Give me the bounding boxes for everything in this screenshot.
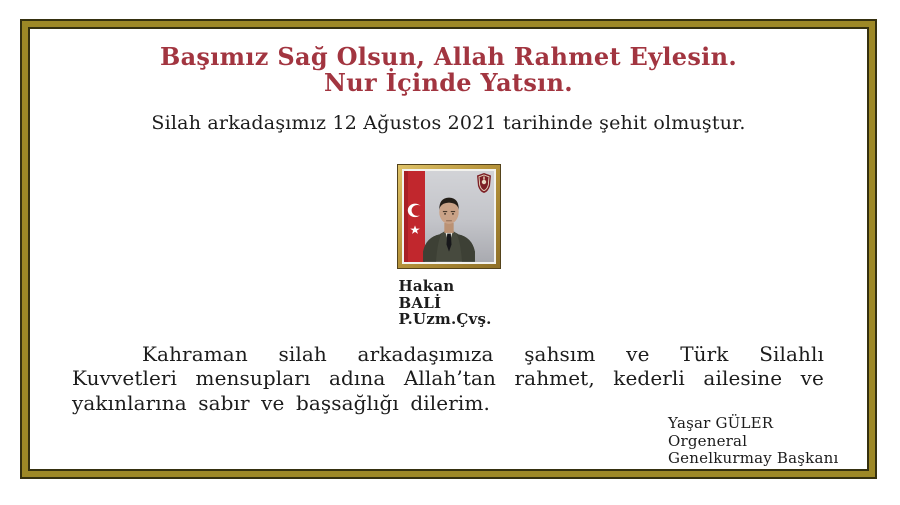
page-title bbox=[30, 44, 867, 96]
signature-block bbox=[668, 415, 867, 468]
title-line-1: Başımız Sağ Olsun, Allah Rahmet Eylesin. bbox=[160, 42, 737, 71]
unit-crest-icon bbox=[477, 173, 491, 193]
portrait-photo-mat bbox=[402, 169, 496, 264]
card-body bbox=[28, 27, 869, 471]
card-frame-gold-band bbox=[22, 21, 875, 477]
title-line-2: Nur İçinde Yatsın. bbox=[324, 68, 573, 97]
signer-title: Genelkurmay Başkanı bbox=[668, 449, 839, 467]
martyrdom-announcement: Silah arkadaşımız 12 Ağustos 2021 tarihinde şehit olmuştur. bbox=[151, 112, 746, 134]
martyr-name: Hakan BALİ bbox=[398, 277, 455, 312]
condolence-message: Kahraman silah arkadaşımıza şahsım ve Türk Silahlı Kuvvetleri mensupları adına Allah’tan rahmet, kederli ailesine ve yakınlarına sabır ve başsağlığı dilerim. bbox=[72, 341, 824, 415]
portrait-photo-frame bbox=[397, 164, 501, 269]
soldier-portrait-figure bbox=[413, 178, 485, 262]
card-frame bbox=[20, 19, 877, 479]
martyr-rank: P.Uzm.Çvş. bbox=[398, 310, 492, 328]
portrait-photo bbox=[404, 171, 494, 262]
signer-name: Yaşar GÜLER bbox=[668, 414, 774, 432]
signer-rank: Orgeneral bbox=[668, 431, 748, 450]
martyr-name-block bbox=[399, 278, 499, 328]
